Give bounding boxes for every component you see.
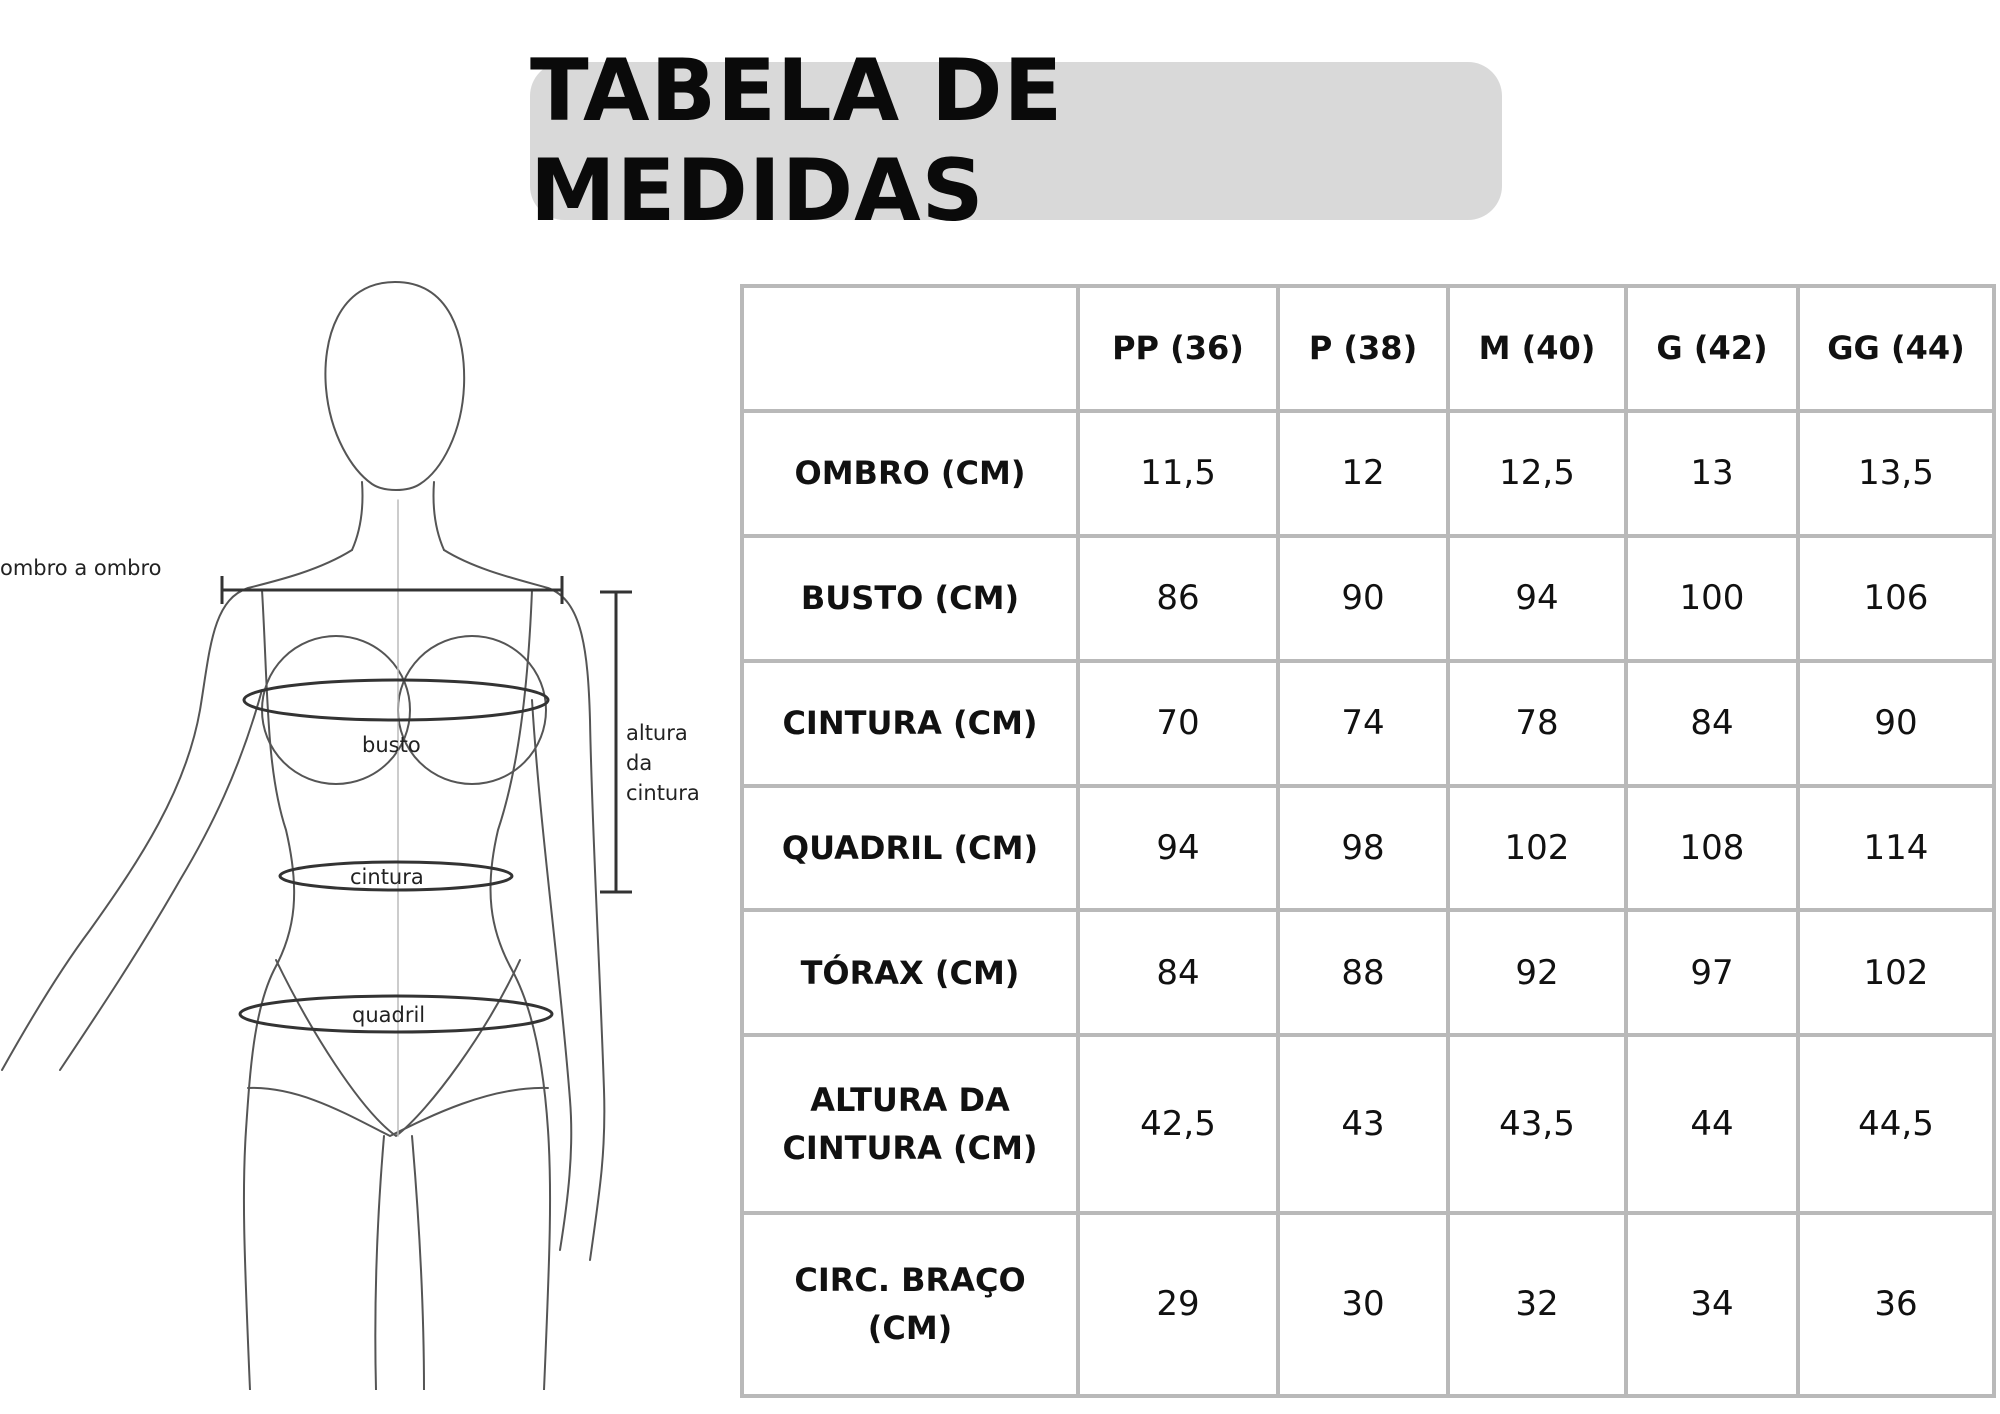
waist-label: cintura xyxy=(350,865,424,889)
table-cell: 34 xyxy=(1626,1213,1798,1396)
table-row xyxy=(742,536,1994,661)
row-label: BUSTO (CM) xyxy=(742,536,1078,661)
table-row xyxy=(742,786,1994,911)
table-cell: 97 xyxy=(1626,910,1798,1035)
table-cell: 114 xyxy=(1798,786,1994,911)
table-cell: 12,5 xyxy=(1448,411,1626,536)
table-cell: 90 xyxy=(1798,661,1994,786)
waist-height-label-line3: cintura xyxy=(626,781,700,805)
table-cell: 102 xyxy=(1448,786,1626,911)
shoulder-label: ombro a ombro xyxy=(0,556,162,580)
table-cell: 30 xyxy=(1278,1213,1448,1396)
header-size-pp: PP (36) xyxy=(1078,286,1278,411)
legs-inner xyxy=(375,1136,424,1390)
table-row xyxy=(742,1035,1994,1212)
table-cell: 106 xyxy=(1798,536,1994,661)
row-label-line1: ALTURA DA xyxy=(810,1080,1010,1119)
page-title: TABELA DE MEDIDAS xyxy=(530,41,1064,241)
shoulder-measure-line xyxy=(222,576,562,604)
table-cell: 98 xyxy=(1278,786,1448,911)
table-cell: 43,5 xyxy=(1448,1035,1626,1212)
row-label: QUADRIL (CM) xyxy=(742,786,1078,911)
table-cell: 70 xyxy=(1078,661,1278,786)
table-cell: 44,5 xyxy=(1798,1035,1994,1212)
table-cell: 90 xyxy=(1278,536,1448,661)
bust-left-outline xyxy=(262,636,410,784)
hip-label: quadril xyxy=(352,1003,426,1027)
table-cell: 12 xyxy=(1278,411,1448,536)
table-cell: 36 xyxy=(1798,1213,1994,1396)
row-label xyxy=(742,1213,1078,1396)
table-cell: 13 xyxy=(1626,411,1798,536)
bust-measure-ring xyxy=(244,680,548,720)
table-cell: 88 xyxy=(1278,910,1448,1035)
left-arm-outline xyxy=(2,550,352,1070)
table-cell: 108 xyxy=(1626,786,1798,911)
row-label: TÓRAX (CM) xyxy=(742,910,1078,1035)
header-size-gg: GG (44) xyxy=(1798,286,1994,411)
head-outline xyxy=(325,282,464,490)
row-label: CINTURA (CM) xyxy=(742,661,1078,786)
table-cell: 74 xyxy=(1278,661,1448,786)
table-cell: 42,5 xyxy=(1078,1035,1278,1212)
table-cell: 29 xyxy=(1078,1213,1278,1396)
waist-height-label-line2: da xyxy=(626,751,653,775)
table-cell: 94 xyxy=(1078,786,1278,911)
row-label xyxy=(742,1035,1078,1212)
header-size-m: M (40) xyxy=(1448,286,1626,411)
header-size-p: P (38) xyxy=(1278,286,1448,411)
row-label: OMBRO (CM) xyxy=(742,411,1078,536)
header-size-g: G (42) xyxy=(1626,286,1798,411)
table-cell: 43 xyxy=(1278,1035,1448,1212)
table-cell: 84 xyxy=(1626,661,1798,786)
table-cell: 32 xyxy=(1448,1213,1626,1396)
right-arm-inner xyxy=(532,700,571,1250)
table-row xyxy=(742,661,1994,786)
table-cell: 13,5 xyxy=(1798,411,1994,536)
row-label-line2: CINTURA (CM) xyxy=(782,1128,1038,1167)
table-row xyxy=(742,411,1994,536)
size-chart-table xyxy=(740,284,1996,1398)
mannequin-illustration xyxy=(0,270,730,1390)
left-arm-inner xyxy=(60,690,262,1070)
table-cell: 86 xyxy=(1078,536,1278,661)
table-header-row xyxy=(742,286,1994,411)
header-corner xyxy=(742,286,1078,411)
table-cell: 100 xyxy=(1626,536,1798,661)
table-cell: 94 xyxy=(1448,536,1626,661)
table-cell: 11,5 xyxy=(1078,411,1278,536)
body-measurement-figure xyxy=(0,270,730,1390)
table-cell: 102 xyxy=(1798,910,1994,1035)
table-cell: 92 xyxy=(1448,910,1626,1035)
table-cell: 84 xyxy=(1078,910,1278,1035)
table-cell: 78 xyxy=(1448,661,1626,786)
table-row xyxy=(742,910,1994,1035)
title-banner xyxy=(530,41,1502,241)
bust-label: busto xyxy=(362,733,421,757)
row-label-line1: CIRC. BRAÇO xyxy=(794,1261,1026,1300)
table-row xyxy=(742,1213,1994,1396)
table-cell: 44 xyxy=(1626,1035,1798,1212)
waist-height-label-line1: altura xyxy=(626,721,688,745)
row-label-line2: (CM) xyxy=(867,1309,953,1348)
